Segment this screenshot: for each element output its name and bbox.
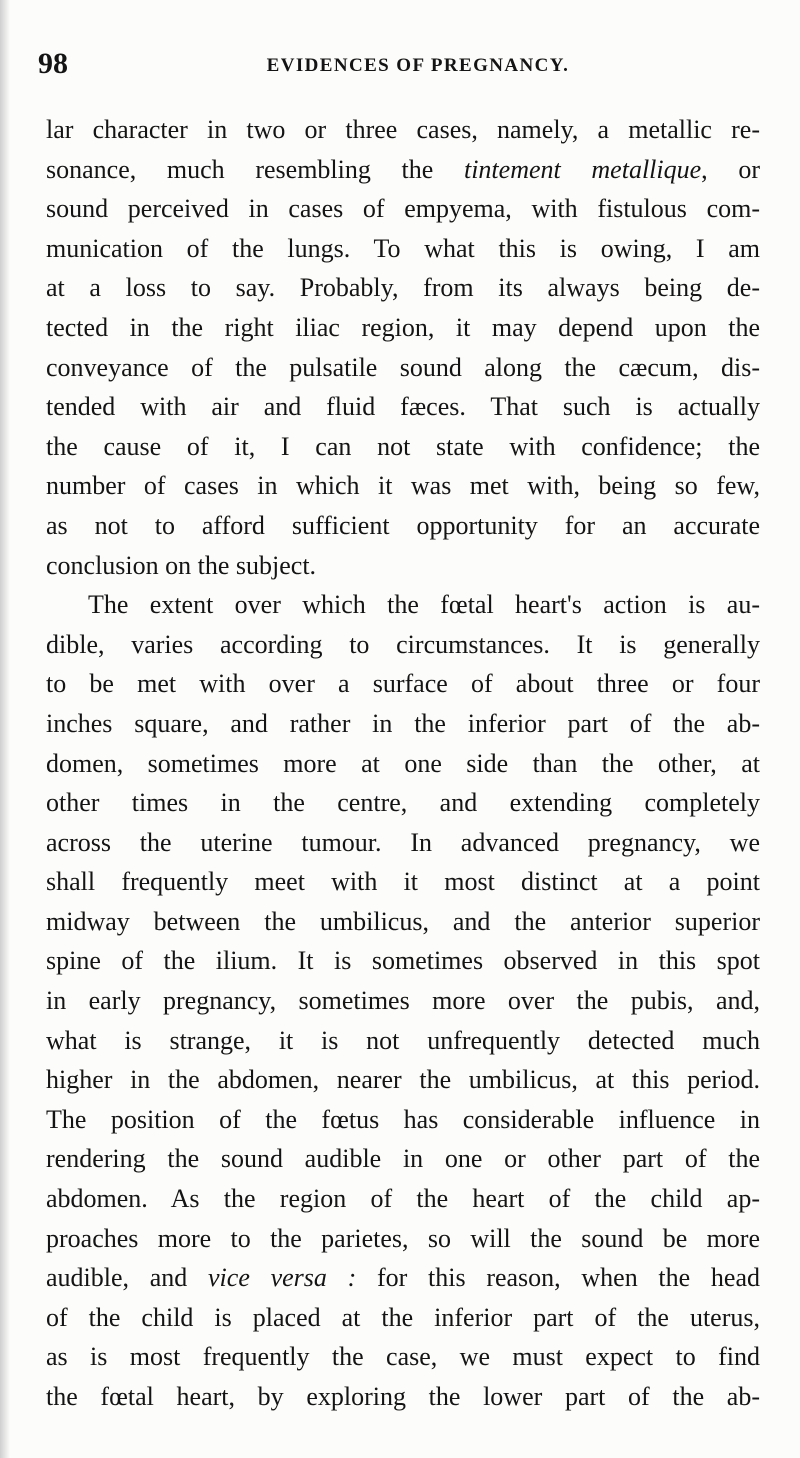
text-line: tected in the right iliac region, it may depend upon the bbox=[46, 312, 760, 342]
text-line: dible, varies according to circumstances. It is generally bbox=[46, 629, 760, 659]
text-line: abdomen. As the region of the heart of the child ap- bbox=[46, 1184, 760, 1214]
text-line: at a loss to say. Probably, from its always being de- bbox=[46, 273, 760, 303]
text-line: The position of the fœtus has considerable influence in bbox=[46, 1104, 760, 1134]
text-line: the cause of it, I can not state with confidence; the bbox=[46, 431, 760, 461]
body-text bbox=[46, 110, 760, 1417]
text-line: to be met with over a surface of about three or four bbox=[46, 669, 760, 699]
text-line: audible, and vice versa : for this reason, when the head bbox=[46, 1263, 760, 1293]
text-line: the fœtal heart, by exploring the lower part of the ab- bbox=[46, 1382, 760, 1411]
text-line: lar character in two or three cases, namely, a metallic re- bbox=[46, 115, 760, 144]
text-line: spine of the ilium. It is sometimes observed in this spot bbox=[46, 946, 760, 976]
italic-phrase: tintement metallique bbox=[463, 154, 702, 184]
paragraph-end-line: conclusion on the subject. bbox=[46, 550, 317, 580]
page-header bbox=[38, 44, 760, 84]
running-head: EVIDENCES OF PREGNANCY. bbox=[266, 55, 570, 76]
text-line: as not to afford sufficient opportunity for an accurate bbox=[46, 510, 760, 540]
text-line: domen, sometimes more at one side than the other, at bbox=[46, 748, 760, 778]
text-line: munication of the lungs. To what this is owing, I am bbox=[46, 233, 760, 263]
text-line: conveyance of the pulsatile sound along the cæcum, dis- bbox=[46, 352, 760, 382]
text-line: what is strange, it is not unfrequently detected much bbox=[46, 1025, 760, 1055]
text-line: across the uterine tumour. In advanced pregnancy, we bbox=[46, 827, 760, 857]
text-line: midway between the umbilicus, and the anterior superior bbox=[46, 906, 760, 936]
text-line: proaches more to the parietes, so will the sound be more bbox=[46, 1223, 760, 1253]
page-edge-shadow bbox=[0, 0, 10, 1458]
text-line: higher in the abdomen, nearer the umbilicus, at this period. bbox=[46, 1065, 760, 1095]
paragraph-start-line: The extent over which the fœtal heart's action is au- bbox=[88, 590, 760, 620]
text-line: in early pregnancy, sometimes more over the pubis, and, bbox=[46, 986, 760, 1016]
text-line: shall frequently meet with it most distinct at a point bbox=[46, 867, 760, 897]
text-line: inches square, and rather in the inferior part of the ab- bbox=[46, 708, 760, 738]
text-line: sound perceived in cases of empyema, with fistulous com- bbox=[46, 194, 760, 224]
text-line: of the child is placed at the inferior part of the uterus, bbox=[46, 1302, 760, 1332]
italic-phrase: vice versa : bbox=[208, 1263, 357, 1293]
text-line: tended with air and fluid fæces. That such is actually bbox=[46, 392, 760, 422]
page-number: 98 bbox=[38, 47, 68, 80]
text-line: rendering the sound audible in one or other part of the bbox=[46, 1144, 760, 1174]
text-line: as is most frequently the case, we must expect to find bbox=[46, 1342, 760, 1372]
text-line: sonance, much resembling the tintement metallique, or bbox=[46, 154, 760, 184]
text-line: number of cases in which it was met with, being so few, bbox=[46, 471, 760, 501]
text-line: other times in the centre, and extending completely bbox=[46, 788, 760, 818]
